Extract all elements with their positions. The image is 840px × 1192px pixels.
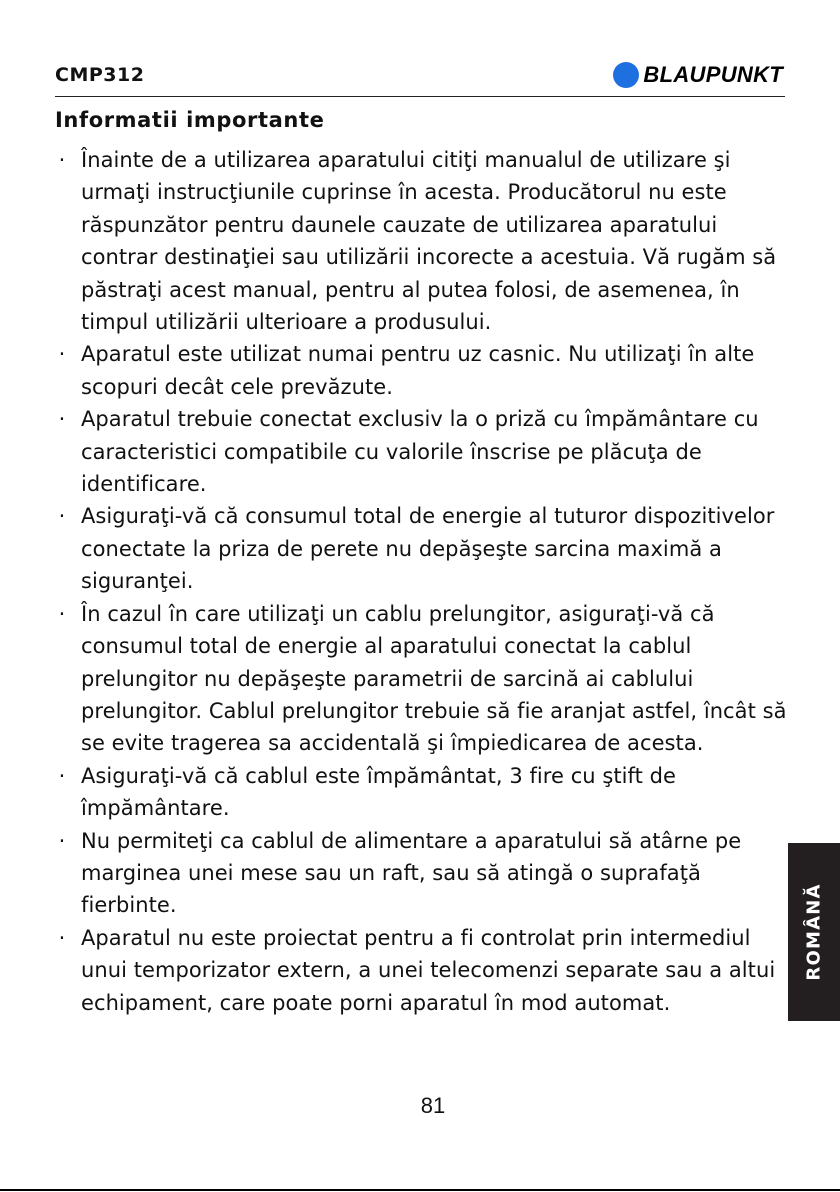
list-item [55,922,795,1019]
bullet-icon: · [58,342,66,367]
language-tab [788,843,840,1021]
page-header [55,62,785,96]
list-item [55,403,795,500]
bullet-icon: · [58,763,66,788]
list-item [55,144,795,338]
list-item-text: Aparatul nu este proiectat pentru a fi controlat prin intermediul unui temporizator extern, a unei telecomenzi separate sau a altui echipament, care poate porni aparatul în mod automat. [81,925,776,1015]
list-item-text: Înainte de a utilizarea aparatului citiţi manualul de utilizare şi urmaţi instrucţiunile cuprinse în acesta. Producătorul nu este răspunzător pentru daunele cauzate de utilizarea aparatului contrar destinaţiei sau utilizării incorecte a acestuia. Vă rugăm să păstraţi acest manual, pentru al putea folosi, de asemenea, în timpul utilizării ulterioare a produsului. [81,148,777,335]
list-item-text: Nu permiteţi ca cablul de alimentare a aparatului să atârne pe marginea unei mese sau un raft, sau să atingă o suprafaţă fierbinte. [81,828,742,918]
brand-dot-icon [613,62,639,88]
list-item [55,760,795,825]
list-item-text: Asiguraţi-vă că consumul total de energie al tuturor dispozitivelor conectate la priza de perete nu depăşeşte sarcina maximă a siguranţei. [81,504,775,594]
list-item-text: Asiguraţi-vă că cablul este împământat, 3 fire cu ştift de împământare. [81,763,676,821]
important-info-list [55,144,795,1019]
bullet-icon: · [58,601,66,626]
brand-logo [613,62,783,88]
list-item [55,598,795,760]
bullet-icon: · [58,148,66,172]
brand-name: BLAUPUNKT [643,62,783,87]
list-item [55,825,795,922]
header-divider [55,96,785,97]
bullet-icon: · [58,925,66,950]
list-item-text: Aparatul trebuie conectat exclusiv la o priză cu împământare cu caracteristici compatibile cu valorile înscrise pe plăcuţa de identificare. [81,407,759,497]
list-item [55,338,795,403]
list-item-text: Aparatul este utilizat numai pentru uz casnic. Nu utilizaţi în alte scopuri decât cele prevăzute. [81,342,755,399]
page-number: 81 [420,1093,446,1118]
section-title: Informatii importante [55,108,325,132]
bottom-divider [0,1189,840,1191]
language-tab-label: ROMÂNĂ [803,883,825,981]
list-item-text: În cazul în care utilizaţi un cablu prelungitor, asiguraţi-vă că consumul total de energie al aparatului conectat la cablul prelungitor nu depăşeşte parametrii de sarcină ai cablului prelungitor. Cablul prelungitor trebuie să fie aranjat astfel, încât să se evite tragerea sa accidentală şi împiedicarea de acesta. [81,601,787,756]
bullet-icon: · [58,504,66,529]
bullet-icon: · [58,828,66,853]
model-number: CMP312 [55,64,145,86]
bullet-icon: · [58,407,66,432]
list-item [55,500,795,597]
